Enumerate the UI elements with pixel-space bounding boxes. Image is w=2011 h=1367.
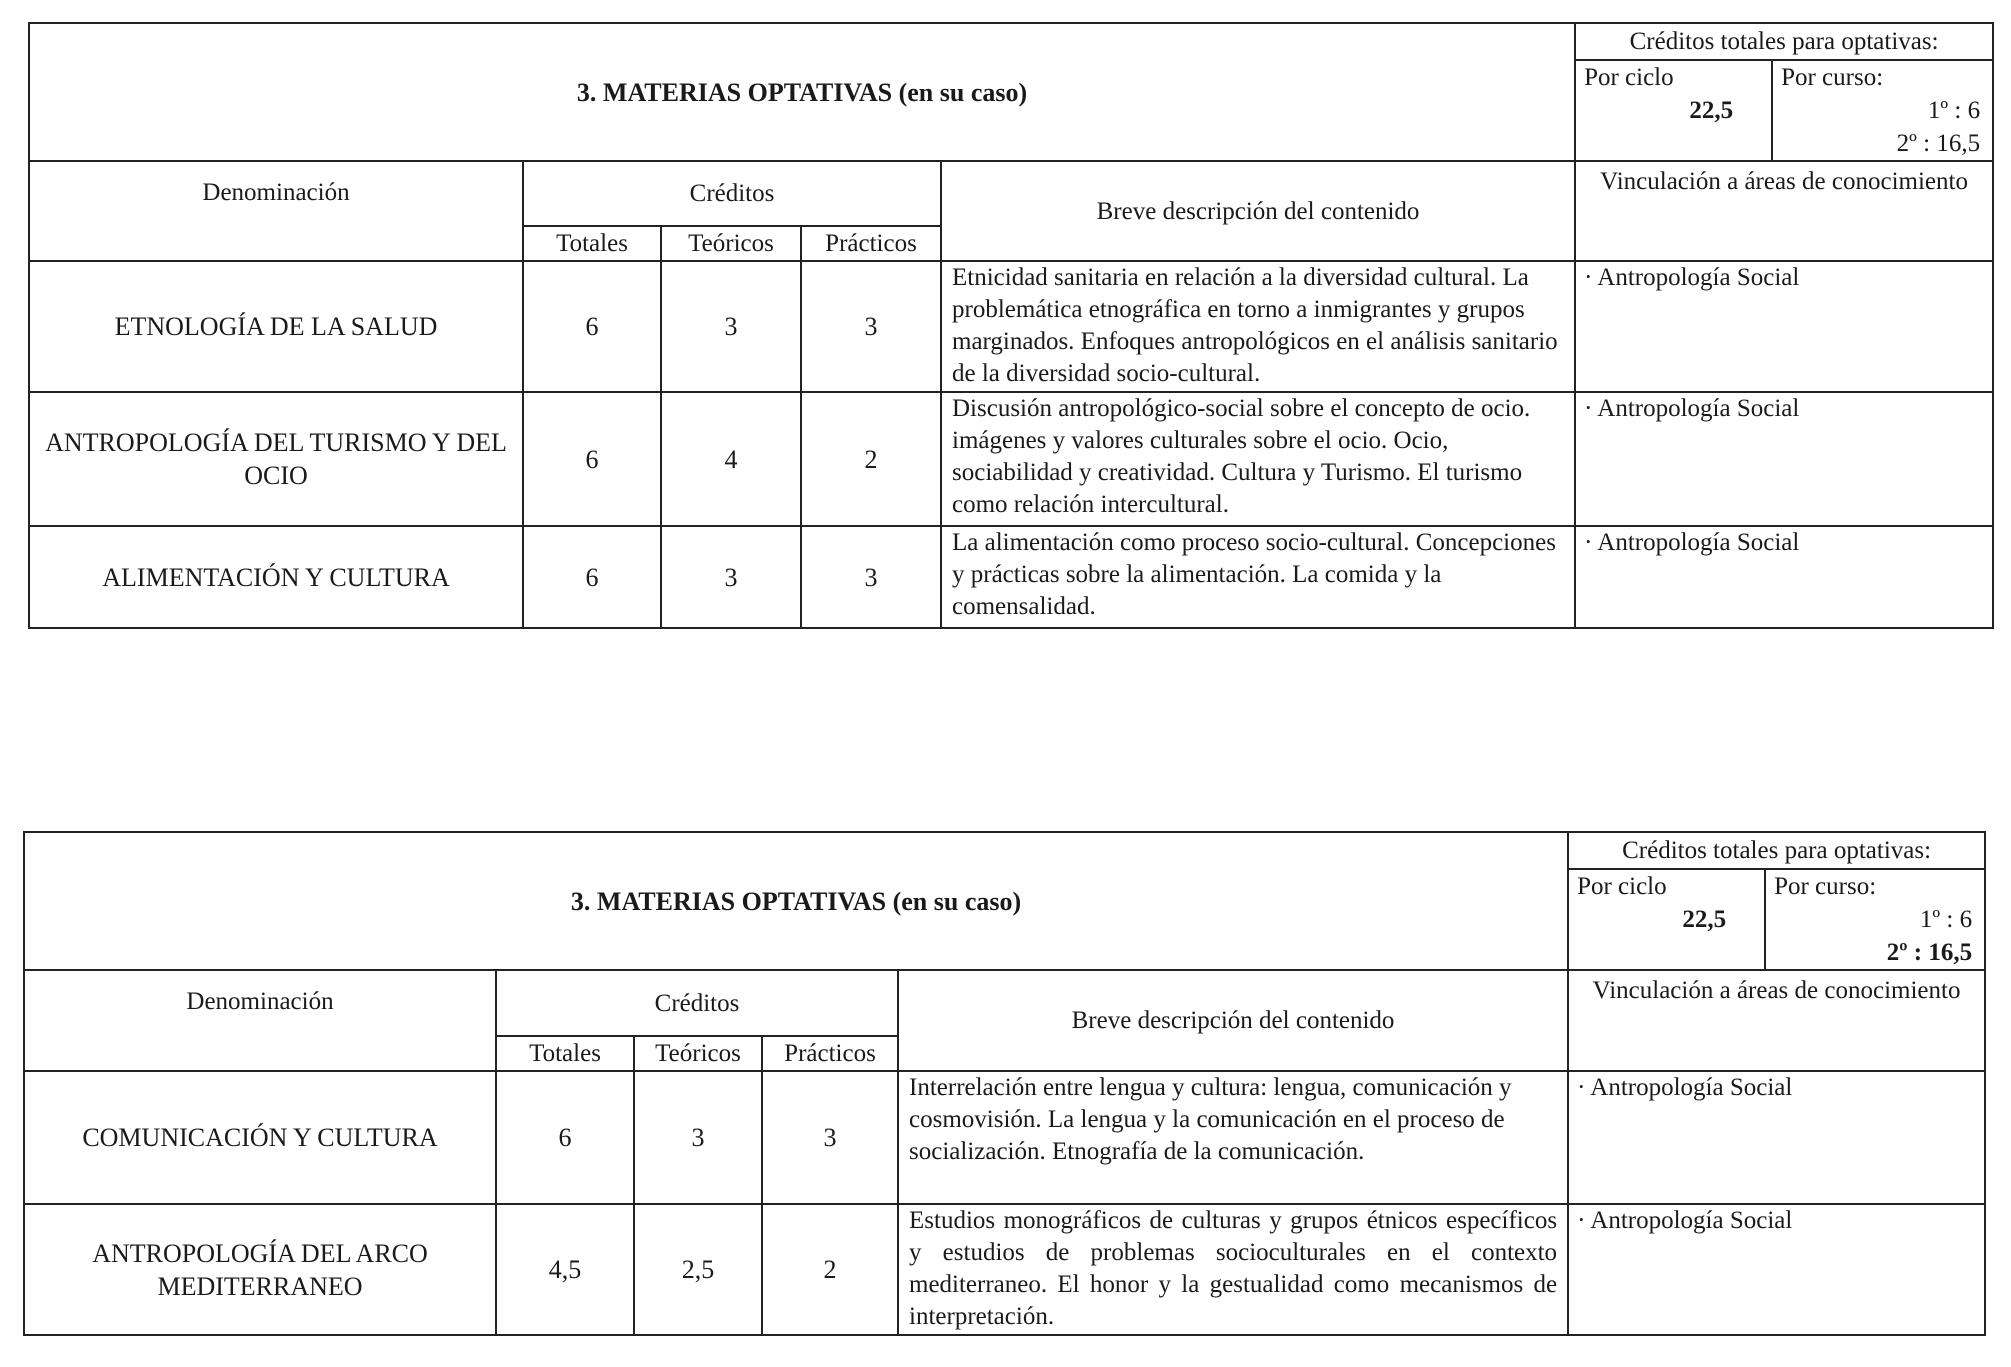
subject-name: ANTROPOLOGÍA DEL TURISMO Y DEL OCIO — [29, 392, 523, 526]
header-totales: Totales — [496, 1036, 634, 1071]
header-teoricos: Teóricos — [634, 1036, 762, 1071]
subject-description: La alimentación como proceso socio-cultural. Concepciones y prácticas sobre la alimentación. La comida y la comensalidad. — [941, 526, 1575, 628]
por-curso-cell — [1772, 60, 1993, 161]
creditos-totales: 6 — [523, 392, 661, 526]
por-curso-label: Por curso: — [1774, 873, 1877, 900]
subject-name: ETNOLOGÍA DE LA SALUD — [29, 261, 523, 392]
header-denominacion: Denominación — [29, 161, 523, 261]
por-curso-2: 2º : 16,5 — [1886, 939, 1973, 966]
subject-area: · Antropología Social — [1575, 261, 1993, 392]
creditos-teoricos: 3 — [661, 526, 801, 628]
creditos-totales: 6 — [523, 526, 661, 628]
por-ciclo-cell — [1575, 60, 1772, 161]
por-ciclo-cell — [1568, 869, 1765, 970]
creditos-practicos: 2 — [762, 1204, 898, 1335]
table-row — [24, 1204, 1985, 1335]
section-title-sub: (en su caso) — [898, 77, 1028, 107]
optativas-table-1 — [28, 22, 1994, 629]
por-curso-1: 1º : 6 — [1927, 97, 1981, 124]
por-ciclo-value: 22,5 — [1682, 906, 1727, 933]
creditos-totales: 6 — [523, 261, 661, 392]
section-title-text: 3. MATERIAS OPTATIVAS — [576, 77, 893, 107]
por-ciclo-label: Por ciclo — [1577, 873, 1667, 900]
table-row — [24, 1071, 1985, 1204]
creditos-totales-label: Créditos totales para optativas: — [1575, 23, 1993, 60]
por-ciclo-value: 22,5 — [1689, 97, 1734, 124]
subject-area: · Antropología Social — [1575, 526, 1993, 628]
creditos-teoricos: 2,5 — [634, 1204, 762, 1335]
subject-area: · Antropología Social — [1568, 1204, 1985, 1335]
header-teoricos: Teóricos — [661, 226, 801, 261]
table-row — [29, 261, 1993, 392]
subject-description: Interrelación entre lengua y cultura: lengua, comunicación y cosmovisión. La lengua y la comunicación en el proceso de socialización. Etnografía de la comunicación. — [898, 1071, 1568, 1204]
creditos-practicos: 2 — [801, 392, 941, 526]
por-curso-2: 2º : 16,5 — [1896, 130, 1981, 157]
subject-area: · Antropología Social — [1575, 392, 1993, 526]
creditos-practicos: 3 — [801, 526, 941, 628]
table-row — [29, 526, 1993, 628]
creditos-teoricos: 4 — [661, 392, 801, 526]
subject-description: Discusión antropológico-social sobre el concepto de ocio. imágenes y valores culturales sobre el ocio. Ocio, sociabilidad y creatividad. Cultura y Turismo. El turismo como relación intercultural. — [941, 392, 1575, 526]
header-descripcion: Breve descripción del contenido — [898, 970, 1568, 1071]
creditos-totales: 4,5 — [496, 1204, 634, 1335]
subject-name: ANTROPOLOGÍA DEL ARCO MEDITERRANEO — [24, 1204, 496, 1335]
por-curso-1: 1º : 6 — [1919, 906, 1973, 933]
subject-description: Etnicidad sanitaria en relación a la diversidad cultural. La problemática etnográfica en torno a inmigrantes y grupos marginados. Enfoques antropológicos en el análisis sanitario de la diversidad socio-cultural. — [941, 261, 1575, 392]
por-curso-cell — [1765, 869, 1985, 970]
creditos-totales-label: Créditos totales para optativas: — [1568, 832, 1985, 869]
subject-area: · Antropología Social — [1568, 1071, 1985, 1204]
section-title — [29, 23, 1575, 161]
section-title-sub: (en su caso) — [892, 886, 1022, 916]
subject-name: COMUNICACIÓN Y CULTURA — [24, 1071, 496, 1204]
header-vinculacion: Vinculación a áreas de conocimiento — [1568, 970, 1985, 1071]
header-practicos: Prácticos — [762, 1036, 898, 1071]
section-title — [24, 832, 1568, 970]
creditos-practicos: 3 — [801, 261, 941, 392]
optativas-table-2 — [23, 831, 1986, 1336]
header-vinculacion: Vinculación a áreas de conocimiento — [1575, 161, 1993, 261]
creditos-teoricos: 3 — [661, 261, 801, 392]
section-title-text: 3. MATERIAS OPTATIVAS — [570, 886, 887, 916]
creditos-practicos: 3 — [762, 1071, 898, 1204]
table-row — [29, 392, 1993, 526]
header-creditos: Créditos — [523, 161, 941, 226]
por-curso-label: Por curso: — [1781, 64, 1884, 91]
subject-description: Estudios monográficos de culturas y grupos étnicos específicos y estudios de problemas socioculturales en el contexto mediterraneo. El honor y la gestualidad como mecanismos de interpretación. — [898, 1204, 1568, 1335]
por-ciclo-label: Por ciclo — [1584, 64, 1674, 91]
header-descripcion: Breve descripción del contenido — [941, 161, 1575, 261]
creditos-totales: 6 — [496, 1071, 634, 1204]
creditos-teoricos: 3 — [634, 1071, 762, 1204]
header-practicos: Prácticos — [801, 226, 941, 261]
header-denominacion: Denominación — [24, 970, 496, 1071]
subject-name: ALIMENTACIÓN Y CULTURA — [29, 526, 523, 628]
header-creditos: Créditos — [496, 970, 898, 1036]
header-totales: Totales — [523, 226, 661, 261]
